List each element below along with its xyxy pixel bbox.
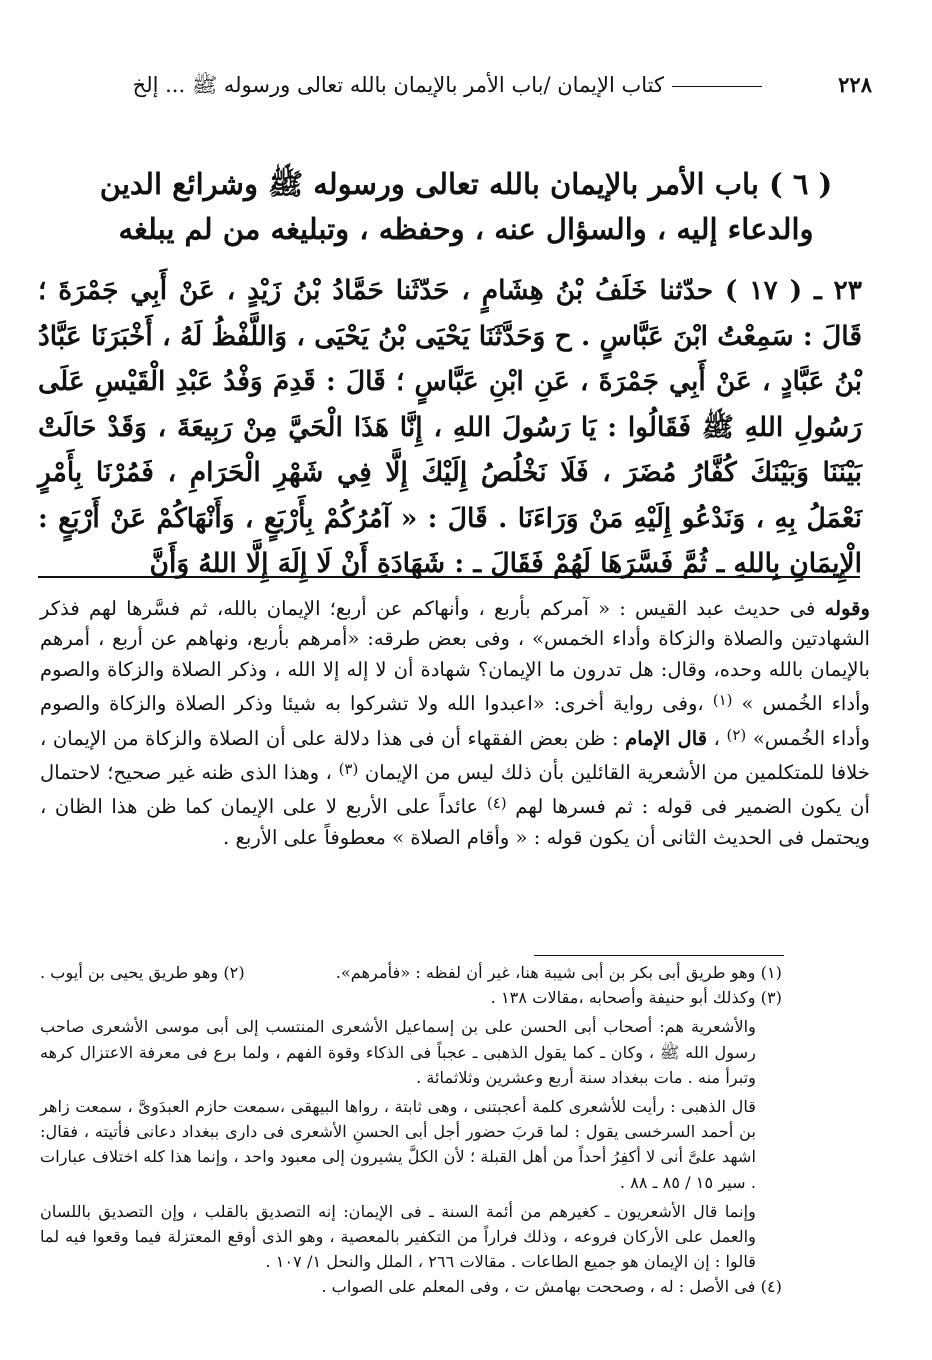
footnotes-block	[40, 960, 782, 1300]
running-header	[40, 72, 872, 106]
commentary-text-e: ، وهذا الذى ظنه غير صحيح؛ لاحتمال أن يكون الضمير فى قوله : ثم فسرها لهم	[40, 761, 871, 819]
hadith-text-block	[38, 268, 862, 587]
commentary-text-f: عائداً على الأربع لا على الإيمان كما ظن هذا الظان ، ويحتمل فى الحديث الثانى أن يكون قوله : « وأقام الصلاة » معطوفاً على الأربع .	[40, 795, 870, 849]
commentary-text-c: ،	[707, 726, 727, 750]
footnote-ref-1: (١)	[712, 691, 733, 710]
commentary-lead-word: وقوله	[824, 597, 870, 620]
footnote-2: (٢) وهو طريق يحيى بن أيوب .	[40, 963, 245, 982]
footnote-note-ashari: والأشعرية هم: أصحاب أبى الحسن على بن إسماعيل الأشعرى المنتسب إلى أبى موسى الأشعرى صاحب رسول الله ﷺ ، وكان ـ كما يقول الذهبى ـ عجباً فى الذكاء وقوة الفهم ، ولما برع فى معرفة الاعتزال كرهه وتبرأ منه . مات ببغداد سنة أربع وعشرين وثلاثمائة .	[40, 1017, 756, 1087]
footnote-ref-3: (٣)	[338, 760, 359, 779]
footnote-row-1-2	[40, 960, 782, 985]
footnote-note-iman: وإنما قال الأشعريون ـ كغيرهم من أئمة السنة ـ فى الإيمان: إنه التصديق بالقلب ، وإن التصديق باللسان والعمل على الأركان فروعه ، وذلك فراراً من التكفير بالمعصية ، وهو الذى أوقع المعتزلة فيما وقعوا فيه لما قالوا : إن الإيمان هو جميع الطاعات . مقالات ٢٦٦ ، الملل والنحل ١/ ١٠٧ .	[40, 1201, 756, 1272]
page-number: ٢٢٨	[838, 72, 872, 97]
running-title-wrap	[133, 72, 762, 103]
commentary-block	[40, 594, 870, 853]
commentary-paragraph	[40, 594, 870, 853]
main-divider	[38, 576, 860, 578]
running-title: كتاب الإيمان /باب الأمر بالإيمان بالله تعالى ورسوله ﷺ ... إلخ	[132, 73, 664, 97]
header-dash	[672, 86, 762, 87]
chapter-title-line-2: والدعاء إليه ، والسؤال عنه ، وحفظه ، وتبليغه من لم يبلغه	[118, 212, 814, 246]
footnote-4: (٤) فى الأصل : له ، وصححت بهامش ت ، وفى المعلم على الصواب .	[321, 1277, 782, 1297]
hadith-text: ٢٣ ـ ( ١٧ ) حدّثنا خَلَفُ بْنُ هِشَامٍ ، حَدّثَنا حَمَّادُ بْنُ زَيْدٍ ، عَنْ أَبِي جَمْرَةَ ؛ قَالَ : سَمِعْتُ ابْنَ عَبَّاسٍ . ح وَحَدَّثَنَا يَحْيَى بْنُ يَحْيَى ، وَاللَّفْظُ لَهُ ، أَخْبَرَنَا عَبَّادُ بْنُ عَبَّادٍ ، عَنْ أَبِي جَمْرَةَ ، عَنِ ابْنِ عَبَّاسٍ ؛ قَالَ : قَدِمَ وَفْدُ عَبْدِ الْقَيْسِ عَلَى رَسُولِ اللهِ ﷺ فَقَالُوا : يَا رَسُولَ اللهِ ، إِنَّا هَذَا الْحَيَّ مِنْ رَبِيعَةَ ، وَقَدْ حَالَتْ بَيْنَنَا وَبَيْنَكَ كُفَّارُ مُضَرَ ، فَلَا نَخْلُصُ إِلَيْكَ إِلَّا فِي شَهْرِ الْحَرَامِ ، فَمُرْنَا بِأَمْرٍ نَعْمَلُ بِهِ ، وَنَدْعُو إِلَيْهِ مَنْ وَرَاءَنَا . قَالَ : « آمُرُكُمْ بِأَرْبَعٍ ، وَأَنْهَاكُمْ عَنْ أَرْبَعٍ : الْإِيمَانِ بِاللهِ ـ ثُمَّ فَسَّرَهَا لَهُمْ فَقَالَ ـ : شَهَادَةِ أَنْ لَا إِلَهَ إِلَّا اللهُ وَأَنَّ	[38, 275, 862, 579]
commentary-text-a: فى حديث عبد القيس : « آمركم بأربع ، وأنهاكم عن أربع؛ الإيمان بالله، ثم فسَّرها لهم فذكر الشهادتين والصلاة والزكاة وأداء الخمس» ، وفى بعض طرقه: «أمرهم بأربع، ونهاهم عن أربع ، أمرهم بالإيمان بالله وحده، وقال: هل تدرون ما الإيمان؟ شهادة أن لا إله إلا الله ، وذكر الصلاة والزكاة والصوم وأداء الخُمس »	[40, 597, 871, 716]
commentary-text-d: : ظن بعض الفقهاء أن فى هذا دلالة على أن الصلاة والزكاة من الإيمان ، خلافا للمتكلمين من الأشعرية القائلين بأن ذلك ليس من الإيمان	[40, 726, 870, 785]
chapter-heading	[60, 162, 872, 252]
footnote-divider	[534, 955, 784, 956]
footnote-ref-2: (٢)	[726, 725, 747, 744]
footnote-note-dhahabi: قال الذهبى : رأيت للأشعرى كلمة أعجبتنى ، وهى ثابتة ، رواها البيهقى ،سمعت حازم العبدَوىَّ ، سمعت زاهر بن أحمد السرخسى يقول : لما قربَ حضور أجل أبى الحسنِ الأشعرى فى دارى ببغداد دعانى فأتيته ، فقال: اشهد علىَّ أنى لا أكفِرُ أحداً من أهل القبلة ؛ لأن الكلَّ يشيرون إلى معبود واحد ، وإنما هذا كله اختلاف عبارات . سير ١٥ / ٨٥ ـ ٨٨ .	[40, 1097, 756, 1192]
commentary-text-b: ،وفى رواية أخرى: «اعبدوا الله ولا تشركوا به شيئا وذكر الصلاة والزكاة والصوم وأداء الخُمس»	[40, 692, 871, 750]
footnote-1: (١) وهو طريق أبى بكر بن أبى شيبة هنا، غير أن لفظه : «فأمرهم».	[335, 963, 782, 982]
footnote-ref-4: (٤)	[486, 794, 507, 813]
imam-label: قال الإمام	[625, 726, 708, 750]
chapter-title-line-1: ( ٦ ) باب الأمر بالإيمان بالله تعالى ورسوله ﷺ وشرائع الدين	[99, 167, 833, 201]
footnote-3: (٣) وكذلك أبو حنيفة وأصحابه ،مقالات ١٣٨ .	[490, 988, 782, 1008]
